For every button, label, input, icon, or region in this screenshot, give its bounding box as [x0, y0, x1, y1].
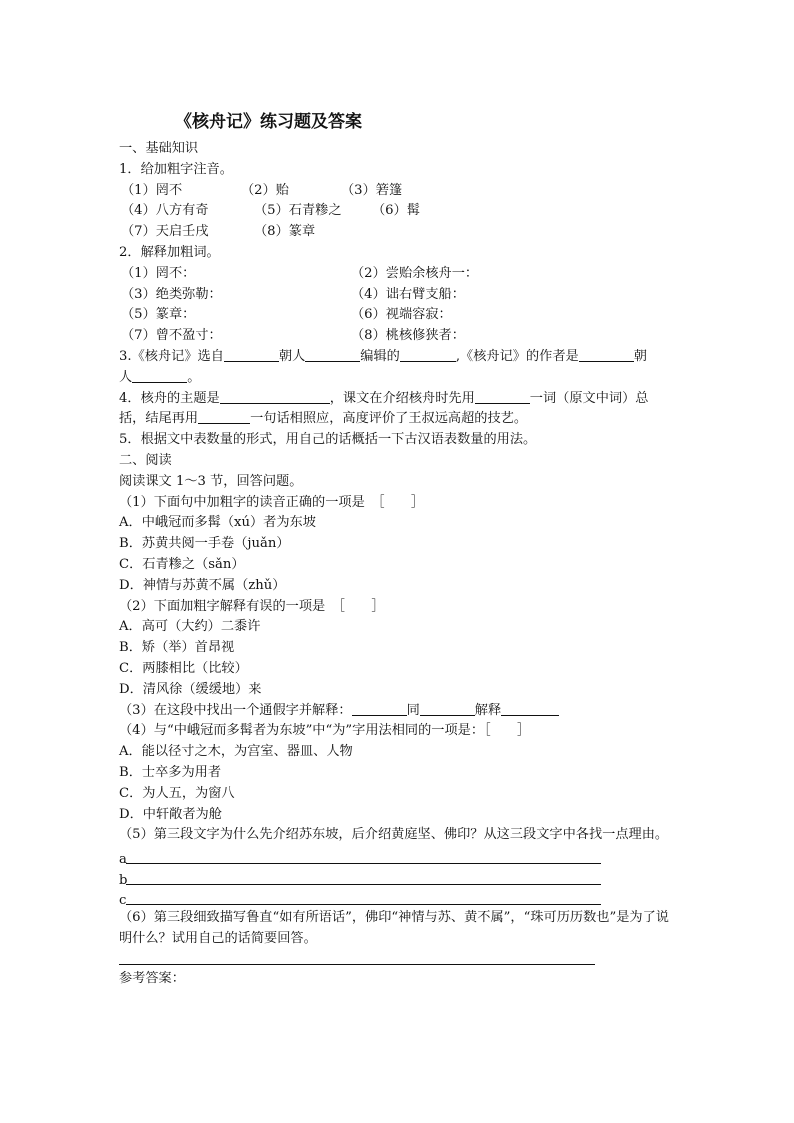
answer-rule — [126, 890, 601, 905]
reading-intro: 阅读课文 1～3 节，回答问题。 — [119, 473, 303, 489]
r3-text-1: （3）在这段中找出一个通假字并解释： — [119, 702, 352, 718]
option-a: A．能以径寸之木，为宫室、器皿、人物 — [119, 744, 353, 760]
answer-blank[interactable] — [132, 368, 187, 383]
answer-key-label: 参考答案： — [119, 971, 185, 987]
question-1: 1．给加粗字注音。 — [119, 161, 233, 177]
q2-item-2: （2）尝贻余核舟一： — [351, 265, 479, 281]
question-4 — [119, 389, 679, 410]
q2-item-6: （6）视端容寂： — [351, 307, 452, 323]
option-c: C．两膝相比（比较） — [119, 660, 248, 676]
q3-text-1: 3.《核舟记》选自 — [119, 348, 224, 364]
reading-q1: （1）下面句中加粗字的读音正确的一项是 ［ ］ — [119, 494, 425, 510]
answer-rule — [126, 849, 601, 864]
answer-blank[interactable] — [220, 389, 330, 404]
answer-blank[interactable] — [400, 347, 456, 362]
answer-blank[interactable] — [420, 701, 475, 716]
q1-item-6: （6）髯 — [372, 203, 420, 219]
q2-item-1: （1）罔不： — [121, 265, 196, 281]
q3-text-7: 。 — [187, 369, 201, 385]
answer-line-label: c — [119, 893, 127, 909]
document-body — [119, 139, 679, 990]
answer-blank[interactable] — [198, 409, 250, 424]
q4-text-3: 一词（原文中词）总 — [529, 390, 649, 406]
answer-blank[interactable] — [224, 347, 279, 362]
option-d: D．神情与苏黄不属（zhǔ） — [119, 577, 286, 593]
q4-text-2: ，课文在介绍核舟时先用 — [329, 390, 475, 406]
q3-text-3: 编辑的 — [360, 348, 400, 364]
option-a: A．中峨冠而多髯（xú）者为东坡 — [119, 515, 316, 531]
answer-blank[interactable] — [305, 347, 360, 362]
answer-line-b[interactable] — [119, 867, 601, 888]
question-5: 5．根据文中表数量的形式，用自己的话概括一下古汉语表数量的用法。 — [119, 432, 537, 448]
q1-item-1: （1）罔不 — [121, 182, 183, 198]
q2-item-4: （4）诎右臂支船： — [351, 286, 465, 302]
reading-q2: （2）下面加粗字解释有误的一项是 ［ ］ — [119, 598, 385, 614]
document-title: 《核舟记》练习题及答案 — [175, 112, 362, 132]
q3-text-2: 朝人 — [278, 348, 306, 364]
section-heading-reading: 二、阅读 — [119, 452, 172, 468]
q2-row-2 — [119, 285, 679, 306]
q1-row-2 — [119, 201, 679, 222]
reading-q4: （4）与“中峨冠而多髯者为东坡”中“为”字用法相同的一项是：［ ］ — [119, 723, 531, 739]
option-c: C．石青糁之（sǎn） — [119, 556, 245, 572]
answer-blank[interactable] — [579, 347, 634, 362]
q4-text-1: 4．核舟的主题是 — [119, 390, 220, 406]
option-a: A．高可（大约）二黍许 — [119, 619, 261, 635]
q2-item-3: （3）绝类弥勒： — [121, 286, 222, 302]
answer-blank[interactable] — [501, 701, 559, 716]
r3-text-3: 解释 — [474, 702, 502, 718]
answer-rule — [126, 870, 601, 885]
question-3-cont — [119, 368, 679, 389]
question-4-cont — [119, 409, 679, 430]
q1-item-8: （8）篆章 — [254, 224, 316, 240]
q1-item-5: （5）石青糁之 — [254, 203, 342, 219]
q3-text-6: 人 — [119, 369, 133, 385]
reading-q3 — [119, 701, 679, 722]
answer-line-a[interactable] — [119, 846, 601, 867]
answer-line-c[interactable] — [119, 888, 601, 909]
q4-text-4: 括，结尾再用 — [119, 411, 199, 427]
option-d: D．中轩敞者为舱 — [119, 806, 222, 822]
section-heading-basics: 一、基础知识 — [119, 141, 199, 156]
answer-blank[interactable] — [475, 389, 530, 404]
q1-item-2: （2）贻 — [241, 182, 289, 198]
reading-q5: （5）第三段文字为什么先介绍苏东坡，后介绍黄庭坚、佛印？从这三段文字中各找一点理由。 — [119, 827, 669, 843]
question-3 — [119, 347, 679, 368]
q2-item-8: （8）桃核修狭者： — [351, 328, 465, 344]
answer-blank[interactable] — [352, 701, 407, 716]
q2-row-4 — [119, 326, 679, 347]
option-c: C．为人五，为窗八 — [119, 785, 235, 801]
r3-text-2: 同 — [406, 702, 420, 718]
answer-line-label: b — [119, 872, 128, 888]
answer-line-label: a — [119, 851, 127, 867]
q3-text-5: 朝 — [633, 348, 647, 364]
q2-row-3 — [119, 305, 679, 326]
question-2: 2．解释加粗词。 — [119, 244, 220, 260]
q3-text-4: ,《核舟记》的作者是 — [455, 348, 579, 364]
q2-item-5: （5）篆章： — [121, 307, 196, 323]
option-d: D．清风徐（缓缓地）来 — [119, 681, 262, 697]
q1-row-1 — [119, 181, 679, 202]
answer-line-q6[interactable] — [119, 950, 595, 965]
option-b: B．士卒多为用者 — [119, 764, 222, 780]
option-b: B．矫（举）首昂视 — [119, 640, 235, 656]
q2-row-1 — [119, 264, 679, 285]
q1-row-3 — [119, 222, 679, 243]
q4-text-5: 一句话相照应，高度评价了王叔远高超的技艺。 — [250, 411, 528, 427]
option-b: B．苏黄共阅一手卷（juǎn） — [119, 536, 290, 552]
q1-item-3: （3）箬篷 — [341, 182, 403, 198]
q1-item-4: （4）八方有奇 — [121, 203, 209, 219]
q1-item-7: （7）天启壬戌 — [121, 224, 209, 240]
q2-item-7: （7）曾不盈寸： — [121, 328, 222, 344]
reading-q6: （6）第三段细致描写鲁直“如有所语话”，佛印“神情与苏、黄不属”，“珠可历历数也”是为了说明什么？试用自己的话简要回答。 — [119, 910, 669, 947]
